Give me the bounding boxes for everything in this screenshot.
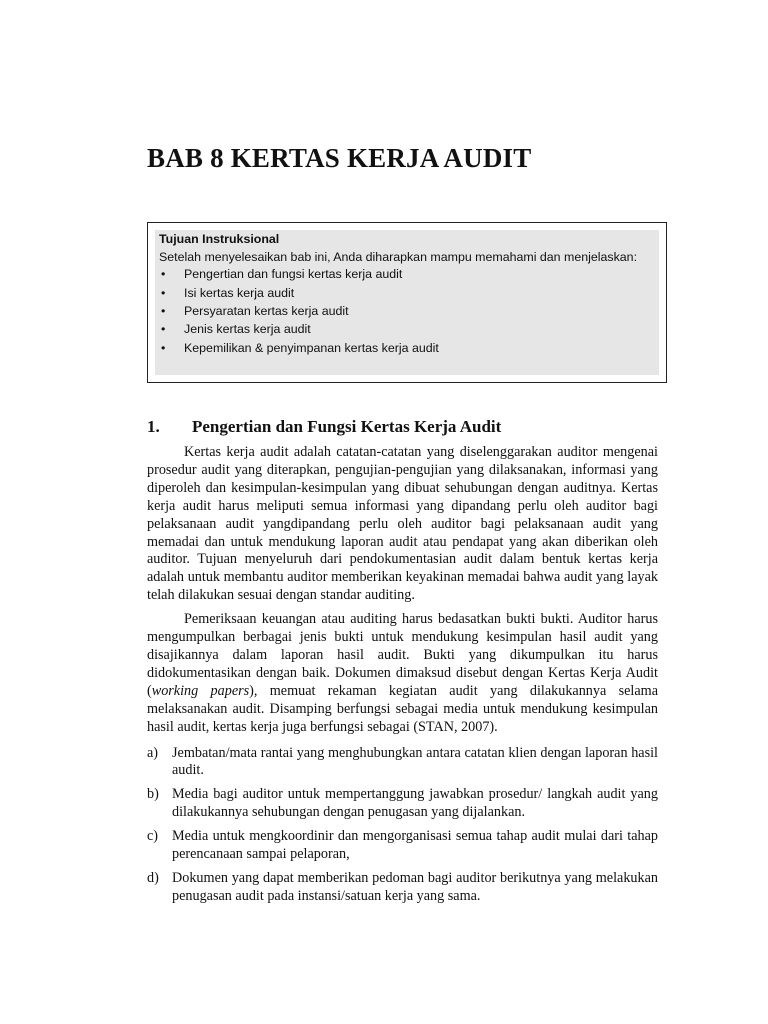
function-text: Dokumen yang dapat memberikan pedoman bagi auditor berikutnya yang melakukan penugasan audit pada instansi/satuan kerja yang sama. bbox=[172, 869, 658, 904]
objective-item bbox=[159, 321, 653, 339]
function-text: Media bagi auditor untuk mempertanggung jawabkan prosedur/ langkah audit yang dilakukannya sehubungan dengan penugasan yang dijalankan. bbox=[172, 786, 658, 821]
function-item-c bbox=[147, 828, 658, 864]
paragraph-2-text-start: Pemeriksaan keuangan atau auditing harus bedasatkan bukti bukti. Auditor harus mengumpulkan berbagai jenis bukti untuk mendukung kesimpulan hasil audit yang disajikannya dalam laporan hasil audit. Bukti yang dikumpulkan itu harus didokumentasikan dengan baik. Dokumen dimaksud disebut dengan Kertas Kerja Audit ( bbox=[147, 611, 658, 699]
paragraph-2-text-end: ), memuat rekaman kegiatan audit yang dilakukannya selama melaksanakan audit. Disamping berfungsi sebagai media untuk mendukung kesimpulan hasil audit, kertas kerja juga berfungsi sebagai (STAN, 2007). bbox=[147, 682, 658, 735]
objective-text: Kepemilikan & penyimpanan kertas kerja audit bbox=[184, 340, 439, 355]
list-marker: b) bbox=[147, 786, 159, 803]
section-number: 1. bbox=[147, 417, 160, 436]
objective-item bbox=[159, 340, 653, 358]
section-body bbox=[147, 444, 658, 912]
bullet-icon: • bbox=[161, 340, 166, 355]
objectives-heading: Tujuan Instruksional bbox=[159, 232, 280, 246]
objective-item bbox=[159, 303, 653, 321]
list-marker: d) bbox=[147, 869, 159, 886]
paragraph-2-italic-term: working papers bbox=[151, 682, 250, 699]
function-item-a bbox=[147, 745, 658, 781]
objectives-box bbox=[147, 222, 667, 383]
bullet-icon: • bbox=[161, 267, 166, 282]
list-marker: a) bbox=[147, 744, 159, 761]
function-list bbox=[147, 745, 658, 906]
objective-text: Jenis kertas kerja audit bbox=[184, 322, 311, 337]
paragraph-1: Kertas kerja audit adalah catatan-catatan yang diselenggarakan auditor mengenai prosedur audit yang diterapkan, pengujian-pengujian yang dilaksanakan, informasi yang diperoleh dan kesimpulan-kesimpulan yang dibuat sehubungan dengan auditnya. Kertas kerja audit harus meliputi semua informasi yang dipandang perlu oleh auditor bagi pelaksanaan audit yangdipandang perlu oleh auditor bagi pelaksanaan audit yang memadai dan untuk mendukung laporan audit atau pendapat yang akan diberikan oleh auditor. Tujuan menyeluruh dari pendokumentasian audit dalam bentuk kertas kerja adalah untuk membantu auditor memberikan keyakinan memadai bahwa audit yang layak telah dilakukan sesuai dengan standar auditing. bbox=[147, 444, 658, 604]
objective-text: Pengertian dan fungsi kertas kerja audit bbox=[184, 267, 403, 282]
objective-item bbox=[159, 266, 653, 284]
chapter-title: BAB 8 KERTAS KERJA AUDIT bbox=[147, 143, 532, 173]
list-marker: c) bbox=[147, 828, 159, 845]
section-title: Pengertian dan Fungsi Kertas Kerja Audit bbox=[192, 417, 502, 436]
function-item-b bbox=[147, 786, 658, 822]
objective-text: Persyaratan kertas kerja audit bbox=[184, 303, 349, 318]
function-text: Jembatan/mata rantai yang menghubungkan antara catatan klien dengan laporan hasil audit. bbox=[172, 744, 658, 779]
objective-text: Isi kertas kerja audit bbox=[184, 285, 295, 300]
paragraph-2 bbox=[147, 611, 658, 736]
function-text: Media untuk mengkoordinir dan mengorganisasi semua tahap audit mulai dari tahap perencanaan sampai pelaporan, bbox=[172, 828, 658, 863]
section-heading bbox=[147, 417, 501, 437]
bullet-icon: • bbox=[161, 285, 166, 300]
objectives-intro: Setelah menyelesaikan bab ini, Anda diharapkan mampu memahami dan menjelaskan: bbox=[159, 249, 638, 264]
bullet-icon: • bbox=[161, 322, 166, 337]
objective-item bbox=[159, 285, 653, 303]
bullet-icon: • bbox=[161, 303, 166, 318]
objectives-list bbox=[159, 266, 653, 358]
function-item-d bbox=[147, 870, 658, 906]
objectives-panel bbox=[155, 230, 659, 375]
